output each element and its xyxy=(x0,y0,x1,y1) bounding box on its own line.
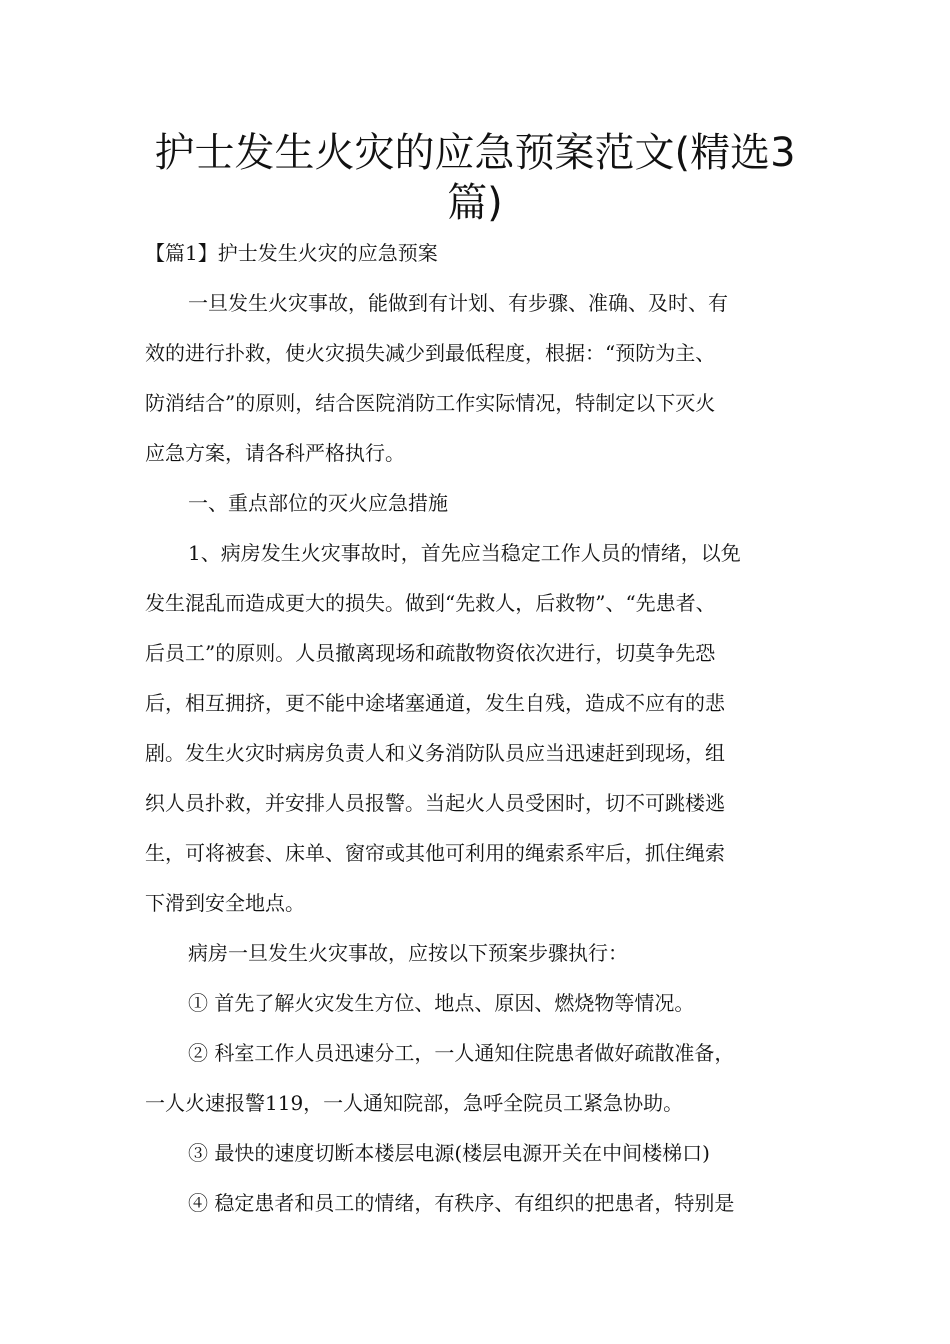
document-body xyxy=(145,228,815,1228)
text-line: 生，可将被套、床单、窗帘或其他可利用的绳索系牢后，抓住绳索 xyxy=(145,841,725,865)
text-line: 病房一旦发生火灾事故，应按以下预案步骤执行： xyxy=(188,941,628,965)
text-line: ④ 稳定患者和员工的情绪，有秩序、有组织的把患者，特别是 xyxy=(188,1191,735,1215)
text-line: ① 首先了解火灾发生方位、地点、原因、燃烧物等情况。 xyxy=(188,991,695,1015)
text-line: 剧。发生火灾时病房负责人和义务消防队员应当迅速赶到现场，组 xyxy=(145,741,725,765)
text-line: 效的进行扑救，使火灾损失减少到最低程度，根据：“预防为主、 xyxy=(145,341,716,365)
text-line: 1、病房发生火灾事故时，首先应当稳定工作人员的情绪，以免 xyxy=(188,541,741,565)
text-line: 后，相互拥挤，更不能中途堵塞通道，发生自残，造成不应有的悲 xyxy=(145,691,725,715)
text-line: 织人员扑救，并安排人员报警。当起火人员受困时，切不可跳楼逃 xyxy=(145,791,725,815)
text-line: 一、重点部位的灭火应急措施 xyxy=(188,491,448,515)
text-line: 【篇1】护士发生火灾的应急预案 xyxy=(145,241,438,265)
text-line: 下滑到安全地点。 xyxy=(145,891,305,915)
title-line-2: 篇) xyxy=(447,180,503,226)
text-line: 发生混乱而造成更大的损失。做到“先救人，后救物”、“先患者、 xyxy=(145,591,716,615)
text-line: 一人火速报警119，一人通知院部，急呼全院员工紧急协助。 xyxy=(145,1091,684,1115)
text-line: 后员工”的原则。人员撤离现场和疏散物资依次进行，切莫争先恐 xyxy=(145,641,716,665)
title-line-1: 护士发生火灾的应急预案范文(精选3 xyxy=(154,130,796,176)
text-line: 应急方案，请各科严格执行。 xyxy=(145,441,405,465)
text-line: 一旦发生火灾事故，能做到有计划、有步骤、准确、及时、有 xyxy=(188,291,728,315)
document-title xyxy=(130,128,820,228)
text-line: 防消结合”的原则，结合医院消防工作实际情况，特制定以下灭火 xyxy=(145,391,716,415)
text-line: ③ 最快的速度切断本楼层电源(楼层电源开关在中间楼梯口) xyxy=(188,1141,710,1165)
text-line: ② 科室工作人员迅速分工，一人通知住院患者做好疏散准备， xyxy=(188,1041,735,1065)
